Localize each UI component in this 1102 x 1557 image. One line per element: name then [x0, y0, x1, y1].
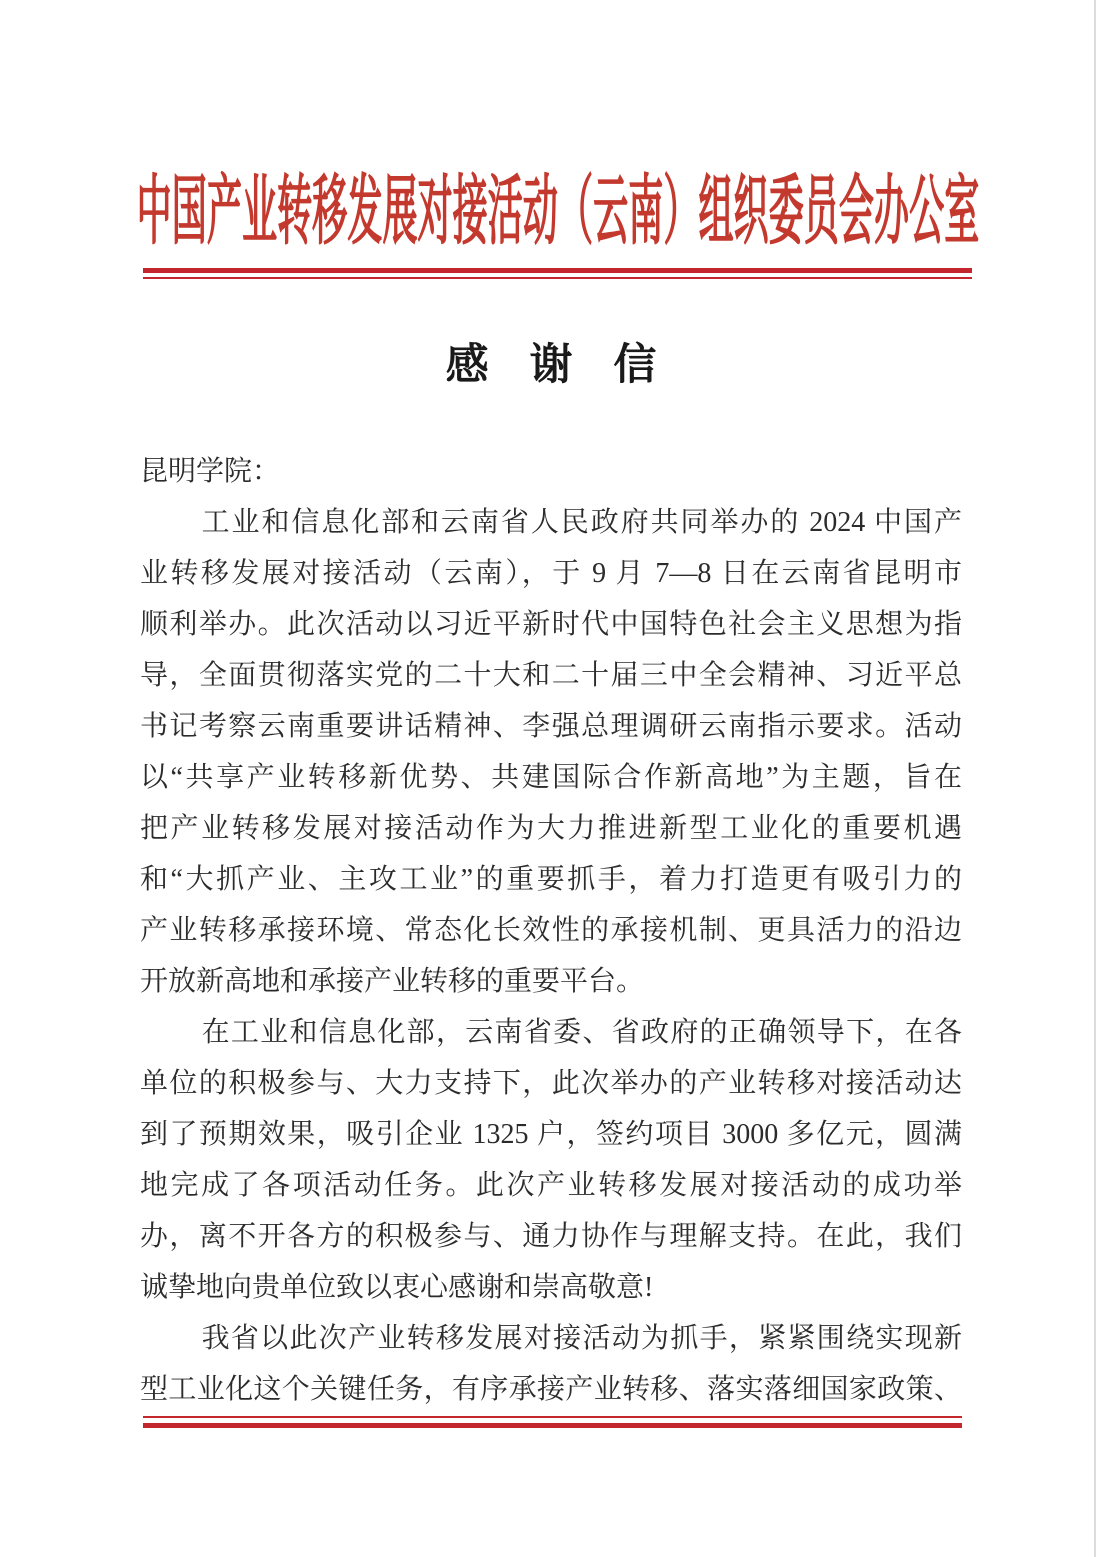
body-line: 书记考察云南重要讲话精神、李强总理调研云南指示要求。活动 [140, 711, 962, 742]
letter-title [0, 331, 1102, 392]
body-line: 顺利举办。此次活动以习近平新时代中国特色社会主义思想为指 [140, 609, 962, 640]
body-line: 以“共享产业转移新优势、共建国际合作新高地”为主题，旨在 [140, 762, 962, 793]
body-line: 在工业和信息化部，云南省委、省政府的正确领导下，在各 [201, 1017, 962, 1048]
body-line: 开放新高地和承接产业转移的重要平台。 [140, 966, 645, 997]
body-line: 我省以此次产业转移发展对接活动为抓手，紧紧围绕实现新 [201, 1323, 962, 1354]
body-line: 型工业化这个关键任务，有序承接产业转移、落实落细国家政策、 [140, 1374, 962, 1405]
letterhead [136, 166, 979, 258]
body-line: 业转移发展对接活动（云南），于 9 月 7—8 日在云南省昆明市 [140, 558, 962, 589]
body-line: 和“大抓产业、主攻工业”的重要抓手，着力打造更有吸引力的 [140, 864, 962, 895]
body-line: 办，离不开各方的积极参与、通力协作与理解支持。在此，我们 [140, 1221, 962, 1252]
footer-rule-thin [143, 1416, 962, 1418]
body-paragraphs [140, 497, 962, 1415]
body-line: 到了预期效果，吸引企业 1325 户，签约项目 3000 多亿元，圆满 [140, 1119, 962, 1150]
body-line: 产业转移承接环境、常态化长效性的承接机制、更具活力的沿边 [140, 915, 962, 946]
body-line: 地完成了各项活动任务。此次产业转移发展对接活动的成功举 [140, 1170, 962, 1201]
body-line: 诚挚地向贵单位致以衷心感谢和崇高敬意! [140, 1272, 654, 1303]
salutation: 昆明学院： [140, 456, 281, 487]
letterhead-title: 中国产业转移发展对接活动（云南）组织委员会办公室 [136, 169, 979, 254]
body-line: 导，全面贯彻落实党的二十大和二十届三中全会精神、习近平总 [140, 660, 962, 691]
footer-rule-thick [143, 1423, 962, 1428]
scan-edge-artifact [1094, 0, 1096, 1557]
body-line: 单位的积极参与、大力支持下，此次举办的产业转移对接活动达 [140, 1068, 962, 1099]
body-line: 把产业转移发展对接活动作为大力推进新型工业化的重要机遇 [140, 813, 962, 844]
letter-body [140, 446, 962, 1415]
body-line: 工业和信息化部和云南省人民政府共同举办的 2024 中国产 [201, 507, 962, 538]
letter-title-text: 感谢信 [445, 342, 698, 389]
letterhead-rule-thin [143, 277, 972, 279]
letterhead-rule-thick [143, 268, 972, 273]
